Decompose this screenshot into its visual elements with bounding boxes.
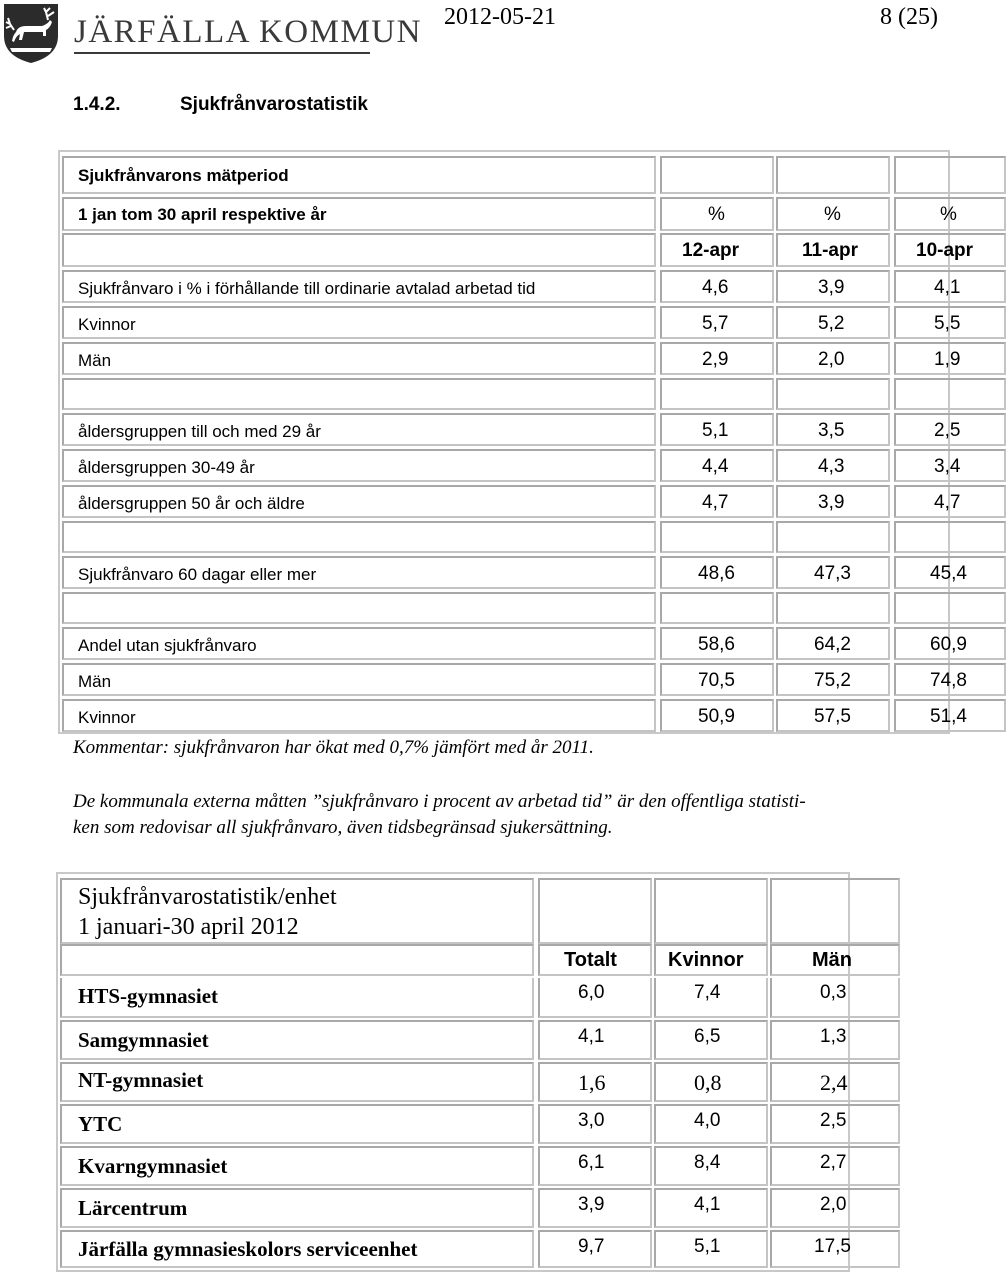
table-row — [60, 485, 961, 518]
row-value: 4,1 — [934, 277, 961, 298]
spacer-row — [60, 378, 948, 410]
row-value: 74,8 — [930, 670, 967, 691]
row-value: 47,3 — [814, 563, 851, 584]
unit-name: NT-gymnasiet — [78, 1068, 204, 1092]
row-value: 3,9 — [818, 492, 845, 513]
unit-name: Kvarngymnasiet — [78, 1154, 228, 1178]
row-value: 4,1 — [694, 1194, 721, 1215]
row-value: 3,9 — [578, 1194, 605, 1215]
explanatory-paragraph — [73, 789, 957, 841]
table-title-row — [60, 156, 948, 194]
row-value: 64,2 — [814, 634, 851, 655]
table-title: Sjukfrånvarons mätperiod — [78, 166, 289, 185]
row-label: Andel utan sjukfrånvaro — [78, 636, 257, 655]
row-value: 3,9 — [818, 277, 845, 298]
row-label: åldersgruppen till och med 29 år — [78, 422, 321, 441]
column-header-row — [58, 944, 852, 976]
row-value: 1,6 — [578, 1070, 606, 1095]
table-row — [60, 699, 967, 732]
row-value: 2,5 — [820, 1110, 847, 1131]
column-header: Totalt — [564, 949, 617, 971]
table-row — [60, 627, 967, 660]
unit-name: Samgymnasiet — [78, 1028, 209, 1052]
row-value: 4,3 — [818, 456, 845, 477]
org-name-underline — [74, 52, 370, 54]
percent-header: % — [708, 204, 725, 225]
year-header: 11-apr — [802, 240, 858, 261]
row-value: 5,1 — [702, 420, 729, 441]
row-value: 2,4 — [820, 1070, 848, 1095]
row-label: åldersgruppen 50 år och äldre — [78, 494, 305, 513]
row-value: 1,3 — [820, 1026, 847, 1047]
row-value: 45,4 — [930, 563, 967, 584]
row-value: 60,9 — [930, 634, 967, 655]
unit-name: YTC — [78, 1112, 123, 1136]
row-label: Kvinnor — [78, 315, 136, 334]
unit-name: Lärcentrum — [78, 1196, 188, 1220]
year-header: 12-apr — [682, 240, 740, 261]
org-name: JÄRFÄLLA KOMMUN — [74, 14, 422, 50]
table-title: Sjukfrånvarostatistik/enhet — [78, 884, 337, 910]
row-value: 70,5 — [698, 670, 735, 691]
unit-sick-leave-table — [56, 872, 850, 1272]
row-value: 4,7 — [934, 492, 961, 513]
row-value: 4,7 — [702, 492, 729, 513]
table-title-row — [58, 878, 848, 944]
comment-text: Kommentar: sjukfrånvaron har ökat med 0,7% jämfört med år 2011. — [73, 737, 594, 758]
row-value: 9,7 — [578, 1236, 605, 1257]
row-label: Sjukfrånvaro 60 dagar eller mer — [78, 565, 317, 584]
spacer-row — [60, 592, 948, 624]
row-value: 75,2 — [814, 670, 851, 691]
section-number: 1.4.2. — [73, 94, 121, 115]
row-label: Män — [78, 351, 112, 370]
sick-leave-table — [58, 150, 974, 734]
table-row — [60, 556, 967, 589]
unit-name: Järfälla gymnasieskolors serviceenhet — [78, 1237, 418, 1261]
row-value: 2,9 — [702, 349, 729, 370]
row-value: 57,5 — [814, 706, 851, 727]
table-row — [60, 342, 961, 375]
row-value: 0,8 — [694, 1070, 722, 1095]
row-value: 58,6 — [698, 634, 735, 655]
row-value: 1,9 — [934, 349, 961, 370]
row-value: 2,0 — [820, 1194, 847, 1215]
coat-of-arms-logo-icon — [2, 2, 60, 64]
row-value: 7,4 — [694, 982, 721, 1003]
year-header-row — [60, 233, 974, 267]
table-row — [60, 270, 961, 303]
section-title: Sjukfrånvarostatistik — [180, 94, 368, 115]
row-label: Män — [78, 672, 112, 691]
table-subtitle: 1 januari-30 april 2012 — [78, 914, 299, 940]
row-value: 3,4 — [934, 456, 961, 477]
unit-name: HTS-gymnasiet — [78, 984, 219, 1008]
row-value: 48,6 — [698, 563, 735, 584]
row-value: 4,1 — [578, 1026, 605, 1047]
row-value: 17,5 — [814, 1236, 851, 1257]
row-label: åldersgruppen 30-49 år — [78, 458, 255, 477]
table-row — [58, 1188, 848, 1228]
row-value: 51,4 — [930, 706, 967, 727]
row-value: 5,1 — [694, 1236, 721, 1257]
period-row — [60, 197, 957, 231]
paragraph-line: De kommunala externa måtten ”sjukfrånvaro i procent av arbetad tid” är den offentliga statisti- — [73, 791, 806, 812]
row-label: Sjukfrånvaro i % i förhållande till ordinarie avtalad arbetad tid — [78, 279, 536, 298]
row-value: 6,5 — [694, 1026, 721, 1047]
row-value: 50,9 — [698, 706, 735, 727]
percent-header: % — [824, 204, 841, 225]
table-row — [60, 306, 961, 339]
row-value: 6,0 — [578, 982, 605, 1003]
row-value: 5,7 — [702, 313, 729, 334]
column-header: Män — [812, 949, 852, 971]
row-value: 2,5 — [934, 420, 961, 441]
year-header: 10-apr — [916, 240, 974, 261]
table-row — [58, 1230, 851, 1268]
row-value: 8,4 — [694, 1152, 721, 1173]
row-value: 4,4 — [702, 456, 729, 477]
row-value: 6,1 — [578, 1152, 605, 1173]
table-row — [60, 413, 961, 446]
table-row — [58, 978, 848, 1018]
paragraph-line: ken som redovisar all sjukfrånvaro, även tidsbegränsad sjukersättning. — [73, 817, 613, 838]
row-value: 0,3 — [820, 982, 847, 1003]
percent-header: % — [940, 204, 957, 225]
row-value: 4,6 — [702, 277, 729, 298]
row-label: Kvinnor — [78, 708, 136, 727]
document-date: 2012-05-21 — [444, 4, 556, 30]
row-value: 2,0 — [818, 349, 845, 370]
row-value: 3,0 — [578, 1110, 605, 1131]
table-row — [58, 1062, 848, 1102]
spacer-row — [60, 521, 948, 553]
row-value: 4,0 — [694, 1110, 721, 1131]
table-row — [58, 1146, 848, 1186]
table-row — [58, 1020, 848, 1060]
period-label: 1 jan tom 30 april respektive år — [78, 205, 327, 224]
page-number: 8 (25) — [880, 4, 938, 30]
row-value: 5,5 — [934, 313, 961, 334]
column-header: Kvinnor — [668, 949, 744, 971]
table-row — [58, 1104, 848, 1144]
row-value: 5,2 — [818, 313, 845, 334]
table-row — [60, 449, 961, 482]
row-value: 3,5 — [818, 420, 845, 441]
row-value: 2,7 — [820, 1152, 847, 1173]
table-row — [60, 663, 967, 696]
